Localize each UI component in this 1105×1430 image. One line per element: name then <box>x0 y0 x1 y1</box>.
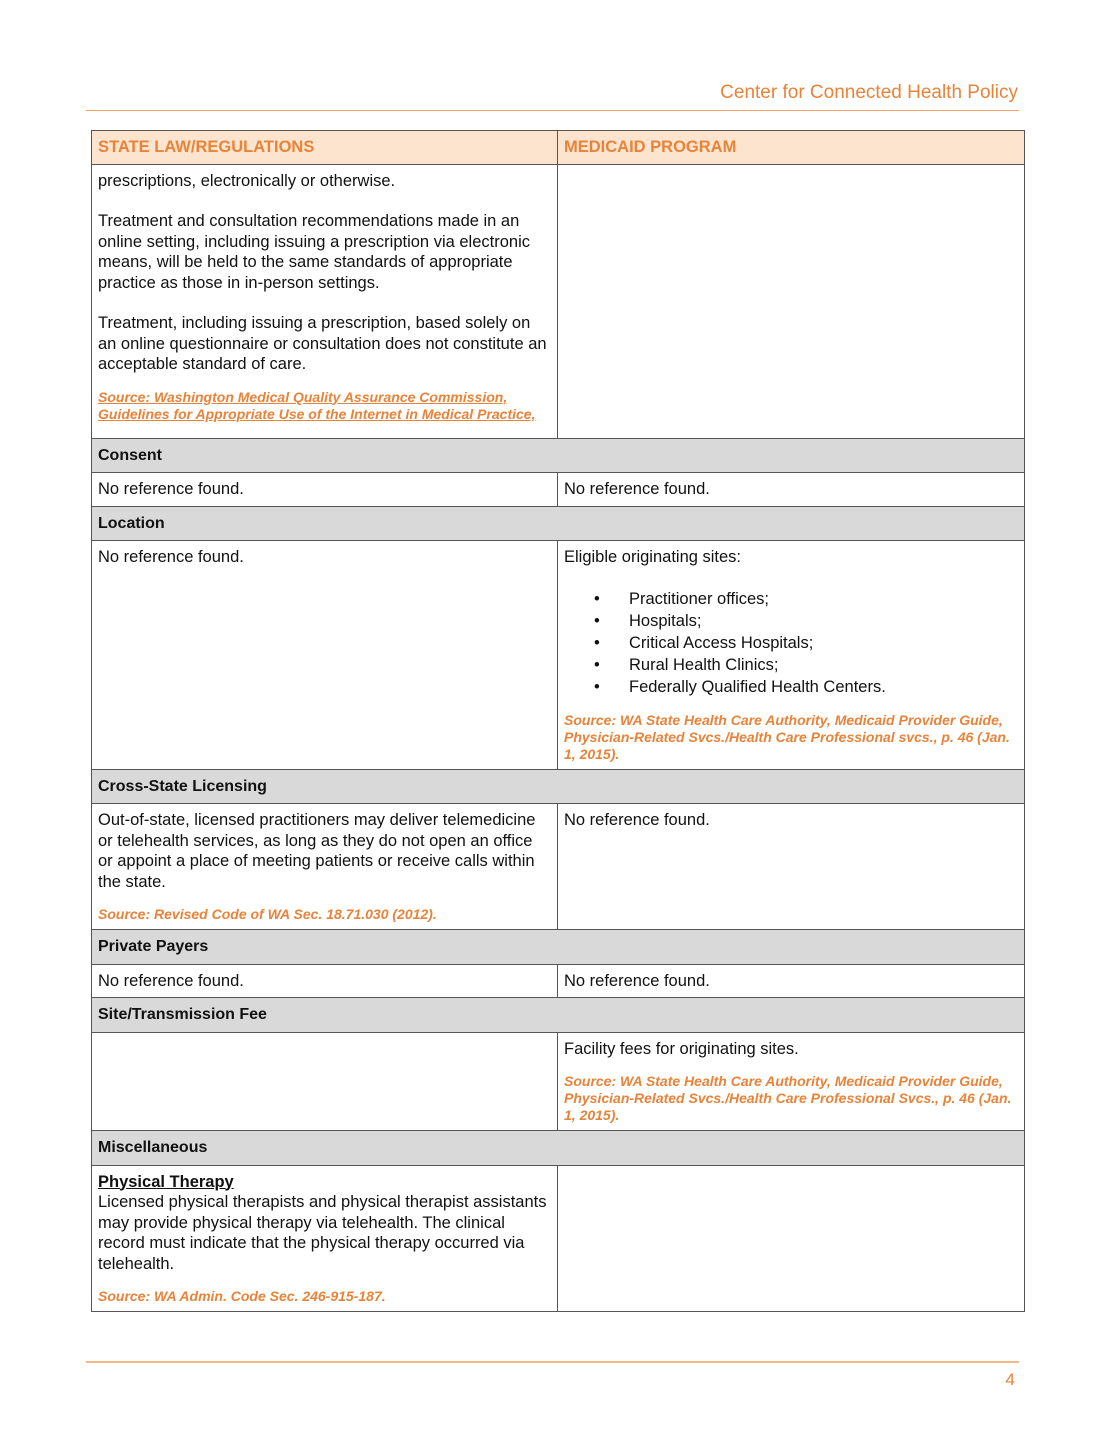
source-citation: Source: Revised Code of WA Sec. 18.71.030 (2012). <box>98 906 437 922</box>
medicaid-cell <box>558 541 1025 770</box>
section-row-licensing <box>92 769 1025 804</box>
column-header-state: STATE LAW/REGULATIONS <box>92 131 558 165</box>
section-heading: Cross-State Licensing <box>92 769 1025 804</box>
source-citation[interactable] <box>98 389 551 423</box>
section-heading: Location <box>92 506 1025 541</box>
section-heading: Consent <box>92 438 1025 473</box>
medicaid-cell <box>558 1165 1025 1312</box>
source-citation: Source: WA Admin. Code Sec. 246-915-187. <box>98 1288 386 1304</box>
header-divider <box>86 110 1019 111</box>
list-item: • Hospitals; <box>629 610 1018 632</box>
section-row-private-payers <box>92 930 1025 965</box>
list-item: • Federally Qualified Health Centers. <box>629 676 1018 698</box>
paragraph: prescriptions, electronically or otherwise. <box>98 171 396 190</box>
paragraph: Eligible originating sites: <box>564 548 742 566</box>
paragraph: Treatment and consultation recommendations made in an online setting, including issuing a prescription via electronic means, will be held to the same standards of appropriate practice as those in in-person settings. <box>98 212 530 292</box>
table-row <box>92 541 1025 770</box>
state-cell: No reference found. <box>92 541 558 770</box>
source-link-text[interactable]: : Washington Medical Quality Assurance Commission, Guidelines for Appropriate Use of the Internet in Medical Practice, <box>98 388 536 422</box>
section-row-consent <box>92 438 1025 473</box>
medicaid-cell <box>558 1032 1025 1131</box>
section-row-fee <box>92 998 1025 1033</box>
paragraph: Facility fees for originating sites. <box>564 1039 799 1058</box>
state-cell <box>92 804 558 930</box>
document-header-title: Center for Connected Health Policy <box>720 82 1018 103</box>
source-citation: Source: WA State Health Care Authority, Medicaid Provider Guide, Physician-Related Svcs./Health Care Professional svcs., p. 46 (Jan. 1, 2015). <box>564 711 1010 762</box>
medicaid-cell-intro <box>558 164 1025 438</box>
page-number: 4 <box>1005 1370 1015 1389</box>
state-cell <box>92 1032 558 1131</box>
column-header-medicaid: MEDICAID PROGRAM <box>558 131 1025 165</box>
medicaid-cell: No reference found. <box>558 804 1025 930</box>
table-row <box>92 164 1025 438</box>
paragraph: Treatment, including issuing a prescription, based solely on an online questionnaire or consultation does not constitute an acceptable standard of care. <box>98 314 547 373</box>
table-row <box>92 804 1025 930</box>
state-cell: No reference found. <box>92 473 558 507</box>
table-row <box>92 473 1025 507</box>
section-row-misc <box>92 1131 1025 1166</box>
section-row-location <box>92 506 1025 541</box>
medicaid-cell: No reference found. <box>558 473 1025 507</box>
table-row <box>92 1032 1025 1131</box>
state-cell <box>92 1165 558 1312</box>
list-item: • Practitioner offices; <box>629 588 1018 610</box>
table-row <box>92 964 1025 998</box>
paragraph: Out-of-state, licensed practitioners may deliver telemedicine or telehealth services, as long as they do not open an office or appoint a place of meeting patients or receive calls within the state. <box>98 811 536 891</box>
source-citation: Source: WA State Health Care Authority, Medicaid Provider Guide, Physician-Related Svcs./Health Care Professional Svcs., p. 46 (Jan. 1, 2015). <box>564 1073 1012 1123</box>
section-heading: Miscellaneous <box>92 1131 1025 1166</box>
table-header-row <box>92 131 1025 165</box>
table-row <box>92 1165 1025 1312</box>
originating-sites-list <box>564 588 1018 698</box>
policy-table <box>91 130 1025 1312</box>
list-item: • Rural Health Clinics; <box>629 654 1018 676</box>
paragraph: Licensed physical therapists and physical therapist assistants may provide physical therapy via telehealth. The clinical record must indicate that the physical therapy occurred via telehealth. <box>98 1193 547 1273</box>
subheading-physical-therapy: Physical Therapy <box>98 1172 234 1191</box>
list-item: • Critical Access Hospitals; <box>629 632 1018 654</box>
section-heading: Site/Transmission Fee <box>92 998 1025 1033</box>
source-link[interactable]: Source <box>98 388 146 405</box>
medicaid-cell: No reference found. <box>558 964 1025 998</box>
section-heading: Private Payers <box>92 930 1025 965</box>
state-cell: No reference found. <box>92 964 558 998</box>
state-cell-intro <box>92 164 558 438</box>
footer-divider <box>86 1361 1019 1363</box>
